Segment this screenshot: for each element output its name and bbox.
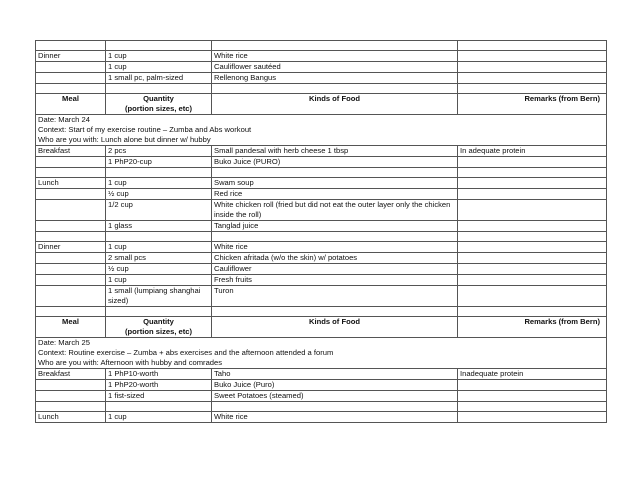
info-row — [36, 348, 607, 358]
table-row — [36, 178, 607, 189]
table-row — [36, 380, 607, 391]
quantity-cell: 1 small pc, palm-sized — [106, 73, 212, 84]
meal-label: Breakfast — [36, 369, 106, 380]
quantity-cell: 1 cup — [106, 51, 212, 62]
quantity-cell: 2 small pcs — [106, 253, 212, 264]
table-row — [36, 221, 607, 232]
quantity-cell: 1 PhP20-cup — [106, 157, 212, 168]
header-quantity-sub: (portion sizes, etc) — [124, 327, 193, 336]
food-cell: Taho — [212, 369, 458, 380]
quantity-cell: ½ cup — [106, 189, 212, 200]
who-text: Who are you with: Lunch alone but dinner w/ hubby — [36, 135, 607, 146]
table-row — [36, 84, 607, 94]
context-text: Context: Start of my exercise routine – Zumba and Abs workout — [36, 125, 607, 135]
food-diary-table — [35, 40, 607, 423]
food-cell: Chicken afritada (w/o the skin) w/ potatoes — [212, 253, 458, 264]
table-row — [36, 253, 607, 264]
food-cell: Cauliflower — [212, 264, 458, 275]
food-cell: Small pandesal with herb cheese 1 tbsp — [212, 146, 458, 157]
food-cell: Sweet Potatoes (steamed) — [212, 391, 458, 402]
meal-label: Lunch — [36, 178, 106, 189]
table-row — [36, 146, 607, 157]
remark-cell: Inadequate protein — [458, 369, 607, 380]
quantity-cell: 1 cup — [106, 275, 212, 286]
table-row — [36, 412, 607, 423]
header-quantity-sub: (portion sizes, etc) — [124, 104, 193, 113]
table-row — [36, 369, 607, 380]
info-row — [36, 115, 607, 126]
food-cell: Tanglad juice — [212, 221, 458, 232]
quantity-cell: 1 fist-sized — [106, 391, 212, 402]
food-cell: Swam soup — [212, 178, 458, 189]
food-cell: Cauliflower sautéed — [212, 62, 458, 73]
table-row — [36, 73, 607, 84]
food-cell: White rice — [212, 412, 458, 423]
food-cell: White chicken roll (fried but did not eat the outer layer only the chicken inside the roll) — [212, 200, 458, 221]
header-remarks: Remarks (from Bern) — [458, 94, 607, 115]
table-row — [36, 242, 607, 253]
food-cell: Red rice — [212, 189, 458, 200]
table-row — [36, 62, 607, 73]
table-row — [36, 307, 607, 317]
quantity-cell: 1 glass — [106, 221, 212, 232]
table-row — [36, 157, 607, 168]
table-row — [36, 286, 607, 307]
meal-label: Breakfast — [36, 146, 106, 157]
header-remarks: Remarks (from Bern) — [458, 317, 607, 338]
food-cell: Turon — [212, 286, 458, 307]
quantity-cell: 2 pcs — [106, 146, 212, 157]
table-row — [36, 41, 607, 51]
meal-label: Dinner — [36, 51, 106, 62]
table-row — [36, 232, 607, 242]
quantity-cell: 1 cup — [106, 412, 212, 423]
food-cell: White rice — [212, 242, 458, 253]
who-text: Who are you with: Afternoon with hubby and comrades — [36, 358, 607, 369]
header-quantity — [106, 317, 212, 338]
info-row — [36, 135, 607, 146]
quantity-cell: 1 small (lumpiang shanghai sized) — [106, 286, 212, 307]
header-kinds: Kinds of Food — [212, 94, 458, 115]
remark-cell: In adequate protein — [458, 146, 607, 157]
food-cell: Rellenong Bangus — [212, 73, 458, 84]
table-row — [36, 168, 607, 178]
table-row — [36, 264, 607, 275]
food-diary-page — [35, 40, 606, 423]
header-row — [36, 94, 607, 115]
table-row — [36, 200, 607, 221]
food-cell: Fresh fruits — [212, 275, 458, 286]
quantity-cell: 1 cup — [106, 178, 212, 189]
food-cell: Buko Juice (Puro) — [212, 380, 458, 391]
context-text: Context: Routine exercise – Zumba + abs exercises and the afternoon attended a forum — [36, 348, 607, 358]
header-kinds: Kinds of Food — [212, 317, 458, 338]
table-row — [36, 189, 607, 200]
header-meal: Meal — [36, 317, 106, 338]
info-row — [36, 125, 607, 135]
header-quantity — [106, 94, 212, 115]
quantity-cell: ½ cup — [106, 264, 212, 275]
food-cell: White rice — [212, 51, 458, 62]
meal-label: Lunch — [36, 412, 106, 423]
header-meal: Meal — [36, 94, 106, 115]
table-row — [36, 402, 607, 412]
quantity-cell: 1 PhP20-worth — [106, 380, 212, 391]
info-row — [36, 338, 607, 349]
quantity-cell: 1/2 cup — [106, 200, 212, 221]
table-row — [36, 275, 607, 286]
header-row — [36, 317, 607, 338]
table-row — [36, 51, 607, 62]
table-row — [36, 391, 607, 402]
info-row — [36, 358, 607, 369]
date-text: Date: March 24 — [36, 115, 607, 126]
food-cell: Buko Juice (PURO) — [212, 157, 458, 168]
quantity-cell: 1 cup — [106, 62, 212, 73]
meal-label: Dinner — [36, 242, 106, 253]
quantity-cell: 1 PhP10-worth — [106, 369, 212, 380]
header-quantity-label: Quantity — [143, 317, 174, 326]
header-quantity-label: Quantity — [143, 94, 174, 103]
quantity-cell: 1 cup — [106, 242, 212, 253]
date-text: Date: March 25 — [36, 338, 607, 349]
